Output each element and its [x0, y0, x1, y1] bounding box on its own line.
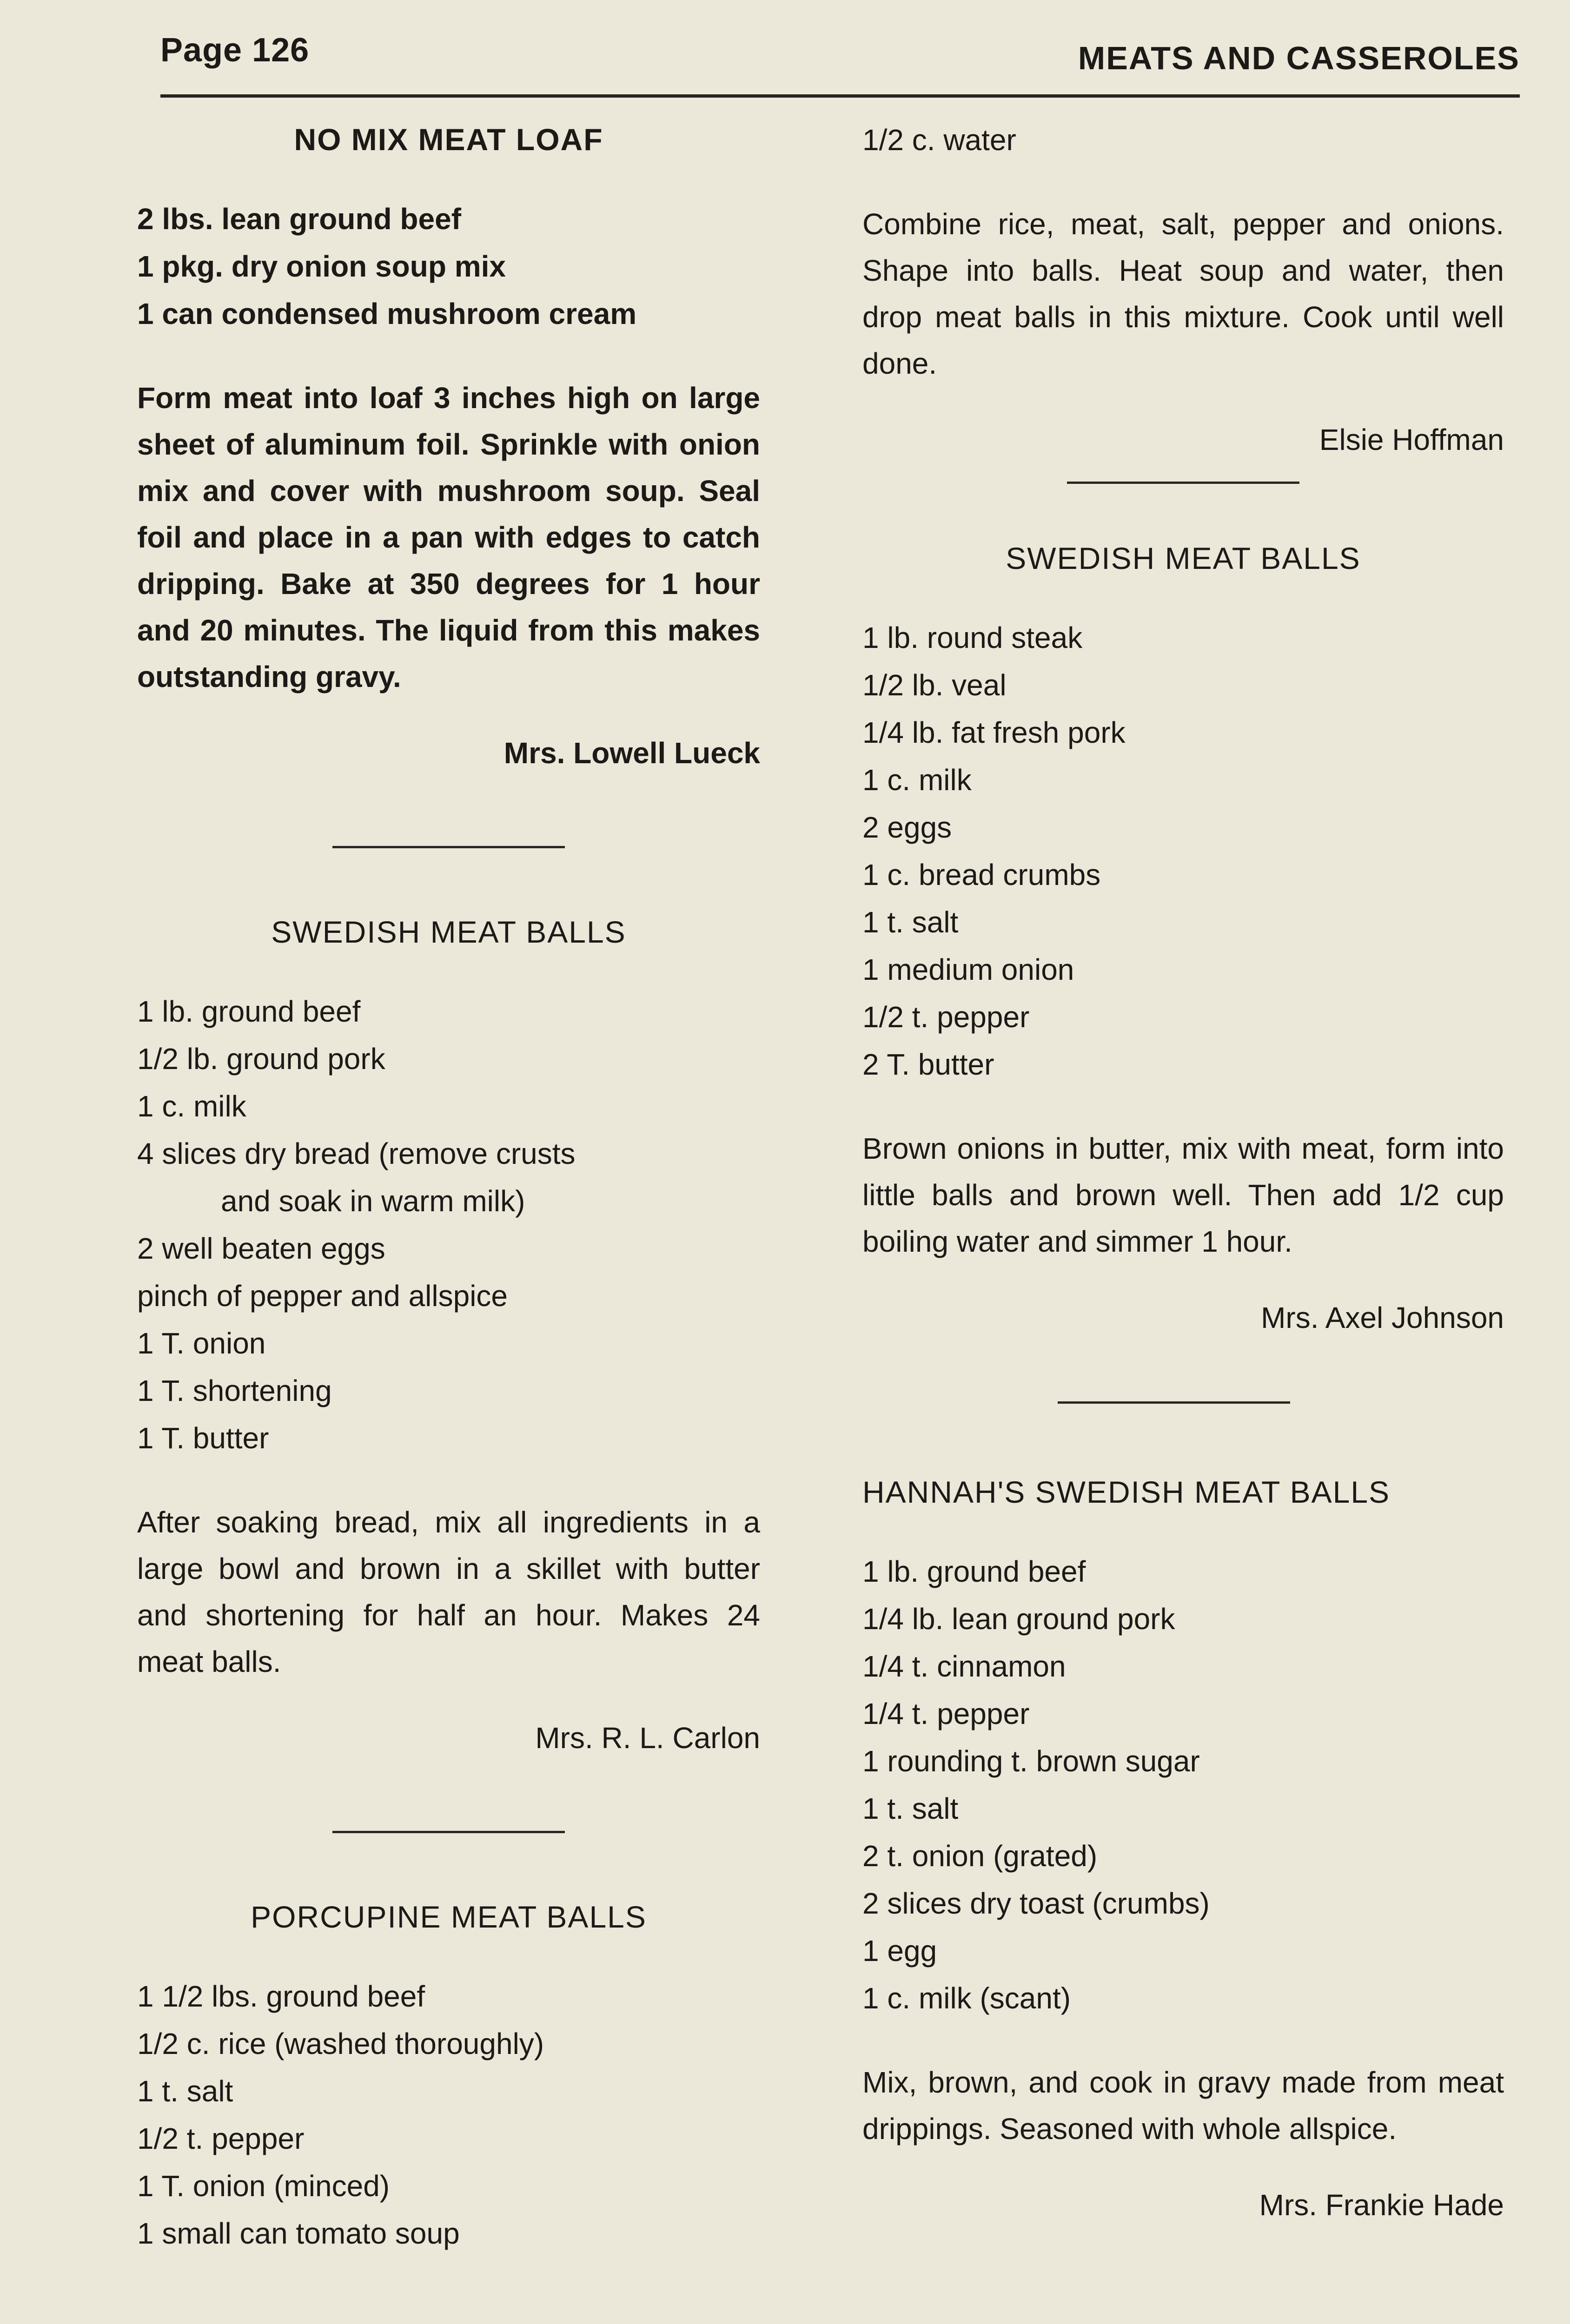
ingredient-item: 1 c. milk (scant) [862, 1981, 1071, 2015]
recipe-author: Mrs. Lowell Lueck [503, 736, 760, 770]
header-rule [160, 94, 1520, 98]
recipe-directions: Brown onions in butter, mix with meat, form into little balls and brown well. Then add 1/2 cup boiling water and simmer 1 hour. [862, 1132, 1504, 1258]
ingredient-item: 1 c. milk [862, 763, 972, 797]
ingredient-item: pinch of pepper and allspice [137, 1279, 508, 1313]
recipe-no-mix-meat-loaf [137, 116, 760, 776]
recipe-author: Mrs. R. L. Carlon [535, 1721, 760, 1755]
recipe-directions: Mix, brown, and cook in gravy made from meat drippings. Seasoned with whole allspice. [862, 2066, 1504, 2146]
ingredient-item: 1 c. milk [137, 1089, 246, 1123]
recipe-porcupine-meat-balls [137, 1894, 760, 2257]
recipe-hannahs-swedish-meat-balls [862, 1469, 1504, 2228]
ingredient-item: 2 eggs [862, 811, 952, 844]
ingredient-item: 1 egg [862, 1934, 937, 1967]
ingredient-item: 1/4 lb. lean ground pork [862, 1602, 1175, 1636]
ingredient-item: 1 t. salt [137, 2074, 233, 2108]
ingredient-item: 1 lb. round steak [862, 621, 1083, 654]
ingredient-list [137, 988, 760, 1462]
ingredient-item: 1 1/2 lbs. ground beef [137, 1980, 425, 2013]
recipe-divider [332, 1831, 565, 1833]
ingredient-item: 1/2 t. pepper [862, 1000, 1030, 1034]
ingredient-item: 2 T. butter [862, 1048, 994, 1081]
ingredient-item: 1 T. butter [137, 1421, 269, 1455]
recipe-title: HANNAH'S SWEDISH MEAT BALLS [862, 1475, 1391, 1509]
ingredient-item: 1 t. salt [862, 1792, 959, 1825]
recipe-author: Mrs. Frankie Hade [1259, 2188, 1504, 2222]
ingredient-item: 1/4 t. pepper [862, 1697, 1030, 1730]
recipe-title: NO MIX MEAT LOAF [294, 122, 603, 157]
ingredient-item: 1 T. shortening [137, 1374, 332, 1407]
recipe-directions: Form meat into loaf 3 inches high on large sheet of aluminum foil. Sprinkle with onion mix and cover with mushroom soup. Seal foil and place in a pan with edges to catch dripping. Bake at 350 degrees for 1 hour and 20 minutes. The liquid from this makes outstanding gravy. [137, 381, 760, 693]
ingredient-item: 2 slices dry toast (crumbs) [862, 1887, 1210, 1920]
ingredient-item: 1/2 lb. ground pork [137, 1042, 385, 1076]
recipe-directions: Combine rice, meat, salt, pepper and onions. Shape into balls. Heat soup and water, then drop meat balls in this mixture. Cook until well done. [862, 207, 1504, 380]
recipe-divider [1067, 482, 1299, 484]
recipe-divider [332, 846, 565, 848]
ingredient-item: 1 pkg. dry onion soup mix [137, 250, 506, 283]
ingredient-list [137, 1973, 760, 2257]
ingredient-item: 1 small can tomato soup [137, 2217, 460, 2250]
page-header [160, 26, 1520, 86]
section-title: MEATS AND CASSEROLES [1078, 40, 1520, 76]
recipe-directions: After soaking bread, mix all ingredients in a large bowl and brown in a skillet with butter and shortening for half an hour. Makes 24 meat balls. [137, 1505, 760, 1678]
ingredient-list [862, 116, 1504, 164]
ingredient-list [137, 195, 760, 337]
ingredient-item: 1 lb. ground beef [862, 1555, 1086, 1588]
ingredient-item: 1 rounding t. brown sugar [862, 1744, 1200, 1778]
recipe-swedish-meat-balls-2 [862, 535, 1504, 1341]
ingredient-item: 1 medium onion [862, 953, 1074, 986]
ingredient-item: and soak in warm milk) [221, 1184, 525, 1218]
ingredient-item: 2 t. onion (grated) [862, 1839, 1098, 1873]
recipe-title: SWEDISH MEAT BALLS [271, 915, 626, 949]
recipe-porcupine-meat-balls-continued [862, 116, 1504, 463]
page-number: Page 126 [160, 32, 310, 69]
recipe-author: Mrs. Axel Johnson [1261, 1301, 1504, 1334]
ingredient-item: 1 T. onion (minced) [137, 2169, 390, 2203]
ingredient-item: 2 well beaten eggs [137, 1232, 385, 1265]
ingredient-list [862, 1548, 1504, 2022]
recipe-title: PORCUPINE MEAT BALLS [251, 1900, 647, 1934]
ingredient-item: 1/4 lb. fat fresh pork [862, 716, 1126, 749]
right-column [862, 116, 1504, 2228]
ingredient-item: 1 can condensed mushroom cream [137, 297, 637, 330]
ingredient-item: 1/2 c. water [862, 123, 1016, 157]
recipe-title: SWEDISH MEAT BALLS [1006, 541, 1361, 575]
recipe-divider [1058, 1401, 1290, 1404]
ingredient-item: 1 t. salt [862, 905, 959, 939]
ingredient-item: 1/2 c. rice (washed thoroughly) [137, 2027, 544, 2060]
recipe-author: Elsie Hoffman [1319, 423, 1504, 456]
ingredient-list [862, 614, 1504, 1088]
ingredient-item: 4 slices dry bread (remove crusts [137, 1137, 576, 1170]
ingredient-item: 1 lb. ground beef [137, 995, 361, 1028]
ingredient-item: 1/2 lb. veal [862, 668, 1007, 702]
left-column [137, 116, 760, 2257]
ingredient-item: 1/4 t. cinnamon [862, 1650, 1066, 1683]
recipe-swedish-meat-balls-1 [137, 909, 760, 1761]
ingredient-item: 1 T. onion [137, 1327, 266, 1360]
ingredient-item: 1 c. bread crumbs [862, 858, 1101, 891]
ingredient-item: 1/2 t. pepper [137, 2122, 305, 2155]
ingredient-item: 2 lbs. lean ground beef [137, 202, 461, 236]
